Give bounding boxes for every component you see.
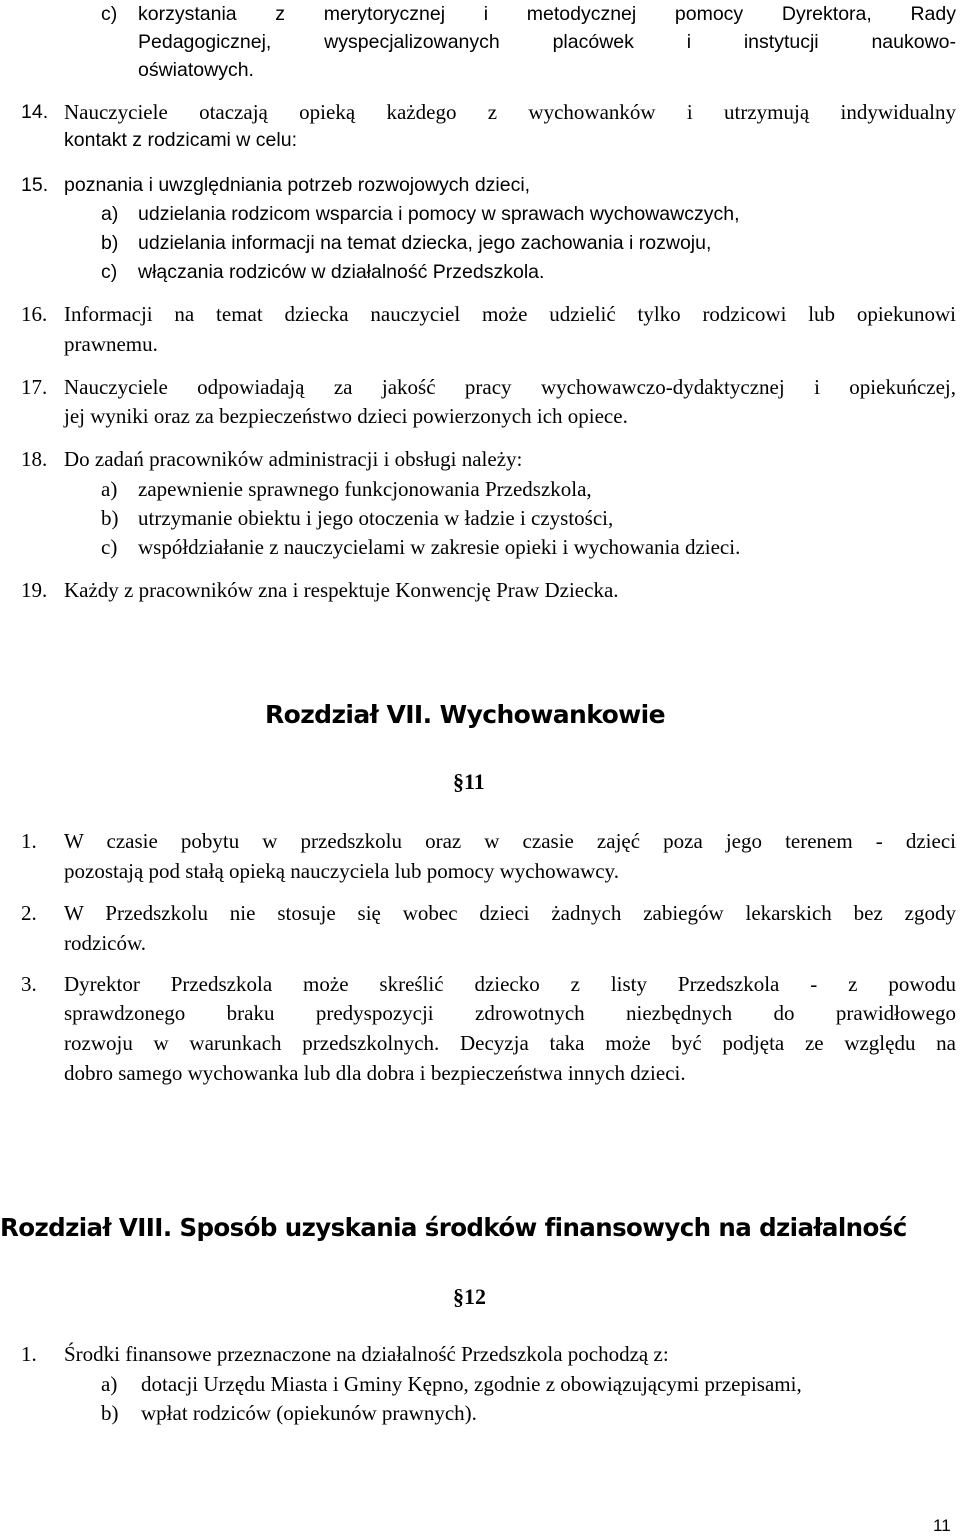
paragraph-line: rodziców. bbox=[64, 931, 147, 955]
paragraph-line: W Przedszkolu nie stosuje się wobec dzieci żadnych zabiegów lekarskich bez zgody bbox=[64, 901, 956, 925]
paragraph-line: poznania i uwzględniania potrzeb rozwojowych dzieci, bbox=[64, 174, 531, 196]
list-item-text: współdziałanie z nauczycielami w zakresie opieki i wychowania dzieci. bbox=[138, 535, 741, 559]
paragraph-line: W czasie pobytu w przedszkolu oraz w czasie zajęć poza jego terenem - dzieci bbox=[64, 829, 956, 853]
list-label: a) bbox=[101, 1372, 118, 1396]
list-label: a) bbox=[101, 477, 118, 501]
page-number: 11 bbox=[933, 1516, 951, 1535]
chapter-heading: Rozdział VIII. Sposób uzyskania środków finansowych na działalność bbox=[0, 1213, 907, 1242]
paragraph-line: sprawdzonego braku predyspozycji zdrowotnych niezbędnych do prawidłowego bbox=[64, 1001, 956, 1025]
list-label: c) bbox=[101, 3, 118, 25]
paragraph-line: Każdy z pracowników zna i respektuje Konwencję Praw Dziecka. bbox=[64, 578, 619, 602]
list-label: a) bbox=[101, 203, 119, 225]
section-marker: §12 bbox=[453, 1284, 486, 1309]
list-item-text: dotacji Urzędu Miasta i Gminy Kępno, zgodnie z obowiązującymi przepisami, bbox=[141, 1372, 802, 1396]
item-number: 17. bbox=[21, 375, 48, 399]
paragraph-line: kontakt z rodzicami w celu: bbox=[64, 129, 298, 151]
list-label: c) bbox=[101, 261, 118, 283]
paragraph-line: pozostają pod stałą opieką nauczyciela lub pomocy wychowawcy. bbox=[64, 859, 619, 883]
paragraph-line: Nauczyciele otaczają opieką każdego z wychowanków i utrzymują indywidualny bbox=[64, 100, 956, 124]
list-item-text: oświatowych. bbox=[138, 59, 254, 81]
chapter-heading: Rozdział VII. Wychowankowie bbox=[265, 700, 665, 729]
list-item-text: zapewnienie sprawnego funkcjonowania Przedszkola, bbox=[138, 477, 592, 501]
paragraph-line: Nauczyciele odpowiadają za jakość pracy wychowawczo-dydaktycznej i opiekuńczej, bbox=[64, 375, 956, 399]
list-item-text: włączania rodziców w działalność Przedszkola. bbox=[138, 261, 545, 283]
paragraph-line: Dyrektor Przedszkola może skreślić dziecko z listy Przedszkola - z powodu bbox=[64, 972, 956, 996]
item-number: 1. bbox=[21, 829, 37, 853]
item-number: 2. bbox=[21, 901, 37, 925]
list-item-text: Pedagogicznej, wyspecjalizowanych placówek i instytucji naukowo- bbox=[138, 31, 956, 53]
list-item-text: wpłat rodziców (opiekunów prawnych). bbox=[141, 1401, 477, 1425]
list-item-text: udzielania rodzicom wsparcia i pomocy w sprawach wychowawczych, bbox=[138, 203, 740, 225]
list-label: b) bbox=[101, 1401, 119, 1425]
list-label: b) bbox=[101, 506, 119, 530]
item-number: 16. bbox=[21, 302, 48, 326]
list-label: c) bbox=[101, 535, 118, 559]
paragraph-line: dobro samego wychowanka lub dla dobra i bezpieczeństwa innych dzieci. bbox=[64, 1061, 686, 1085]
item-number: 14. bbox=[21, 101, 49, 123]
list-item-text: korzystania z merytorycznej i metodycznej pomocy Dyrektora, Rady bbox=[138, 3, 956, 25]
item-number: 3. bbox=[21, 972, 37, 996]
paragraph-line: Środki finansowe przeznaczone na działalność Przedszkola pochodzą z: bbox=[64, 1342, 669, 1366]
section-marker: §11 bbox=[453, 769, 485, 794]
list-item-text: utrzymanie obiektu i jego otoczenia w ładzie i czystości, bbox=[138, 506, 614, 530]
item-number: 19. bbox=[21, 578, 48, 602]
paragraph-line: Informacji na temat dziecka nauczyciel może udzielić tylko rodzicowi lub opiekunowi bbox=[64, 302, 956, 326]
paragraph-line: rozwoju w warunkach przedszkolnych. Decyzja taka może być podjęta ze względu na bbox=[64, 1031, 956, 1055]
paragraph-line: Do zadań pracowników administracji i obsługi należy: bbox=[64, 447, 523, 471]
list-item-text: udzielania informacji na temat dziecka, jego zachowania i rozwoju, bbox=[138, 232, 712, 254]
list-label: b) bbox=[101, 232, 119, 254]
paragraph-line: prawnemu. bbox=[64, 332, 158, 356]
item-number: 18. bbox=[21, 447, 48, 471]
paragraph-line: jej wyniki oraz za bezpieczeństwo dzieci powierzonych ich opiece. bbox=[64, 404, 628, 428]
item-number: 1. bbox=[21, 1342, 37, 1366]
item-number: 15. bbox=[21, 174, 49, 196]
